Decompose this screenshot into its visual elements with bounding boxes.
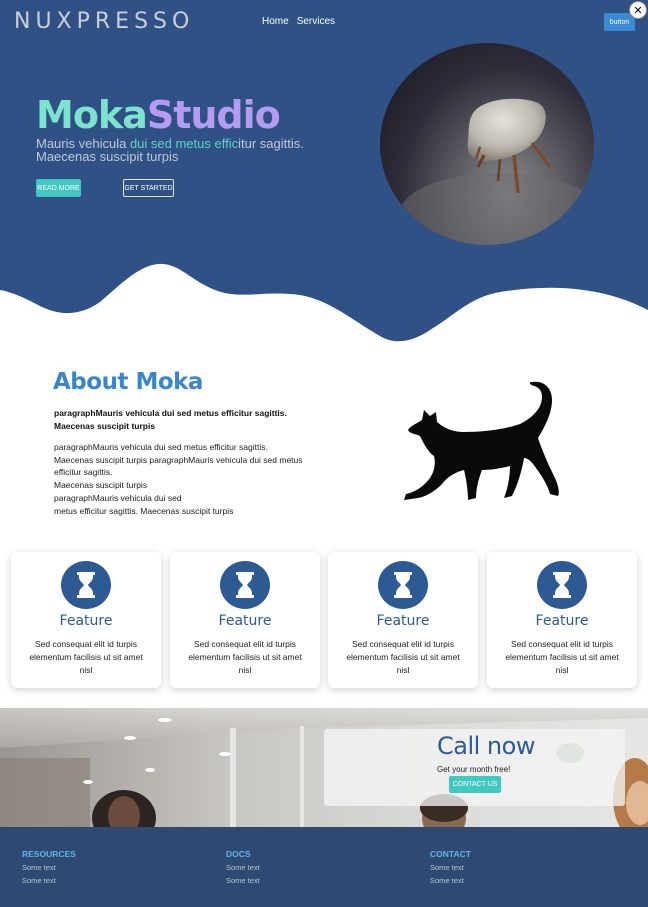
hero-title-part2: Studio bbox=[146, 93, 280, 137]
feature-title: Feature bbox=[59, 613, 113, 629]
hero-subtitle-highlight: dui sed metus effic bbox=[129, 136, 239, 151]
feature-card-2 bbox=[170, 552, 320, 688]
feature-description: Sed consequat elit id turpis elementum facilisis ut sit amet nisl bbox=[29, 639, 143, 675]
feature-icon-circle bbox=[220, 561, 270, 609]
about-title: About Moka bbox=[53, 369, 203, 395]
hero-subtitle-a: Mauris vehicula bbox=[36, 136, 130, 151]
feature-description: Sed consequat elit id turpis elementum facilisis ut sit amet nisl bbox=[188, 639, 302, 675]
contact-us-button[interactable]: CONTACT US bbox=[449, 776, 501, 793]
feature-card-3 bbox=[328, 552, 478, 688]
feature-title: Feature bbox=[218, 613, 272, 629]
footer-link[interactable]: Some text bbox=[430, 863, 464, 872]
footer bbox=[0, 827, 648, 907]
feature-icon-circle bbox=[537, 561, 587, 609]
footer-heading: CONTACT bbox=[430, 849, 471, 859]
call-now-card bbox=[324, 729, 625, 806]
brand-logo[interactable]: NUXPRESSO bbox=[14, 9, 195, 34]
hourglass-icon bbox=[378, 561, 428, 609]
hero-section bbox=[0, 0, 648, 345]
hero-subtitle-b: itur sagittis. Maecenas suscipit turpis bbox=[36, 136, 304, 164]
feature-card-4 bbox=[487, 552, 637, 688]
about-body-line: metus efficitur sagittis. Maecenas suscipit turpis bbox=[54, 505, 234, 516]
feature-card-1 bbox=[11, 552, 161, 688]
hero-subtitle bbox=[36, 137, 336, 163]
call-now-title: Call now bbox=[437, 732, 535, 760]
about-body bbox=[54, 441, 304, 517]
read-more-button[interactable]: READ MORE bbox=[36, 179, 81, 197]
call-now-section bbox=[0, 708, 648, 827]
footer-column-docs bbox=[226, 849, 260, 887]
footer-link[interactable]: Some text bbox=[22, 875, 56, 885]
feature-description: Sed consequat elit id turpis elementum facilisis ut sit amet nisl bbox=[346, 639, 460, 675]
about-body-line: paragraphMauris vehicula dui sed bbox=[54, 492, 182, 503]
feature-description: Sed consequat elit id turpis elementum facilisis ut sit amet nisl bbox=[505, 639, 619, 675]
header-button[interactable]: button bbox=[604, 13, 635, 31]
footer-heading: DOCS bbox=[226, 849, 251, 859]
nav-home[interactable]: Home bbox=[262, 16, 289, 27]
feature-title: Feature bbox=[376, 613, 430, 629]
about-body-line: Maecenas suscipit turpis paragraphMauris vehicula dui sed metus efficitur sagittis. bbox=[54, 454, 303, 478]
about-body-line: paragraphMauris vehicula dui sed metus efficitur sagittis. bbox=[54, 442, 268, 452]
get-started-button[interactable]: GET STARTED bbox=[123, 179, 174, 197]
feature-icon-circle bbox=[61, 561, 111, 609]
feature-title: Feature bbox=[535, 613, 589, 629]
hourglass-icon bbox=[61, 561, 111, 609]
feature-icon-circle bbox=[378, 561, 428, 609]
main-nav bbox=[262, 16, 335, 27]
about-lead-paragraph: paragraphMauris vehicula dui sed metus efficitur sagittis. Maecenas suscipit turpis bbox=[54, 408, 287, 431]
about-body-line: Maecenas suscipit turpis bbox=[54, 480, 148, 491]
footer-link[interactable]: Some text bbox=[226, 875, 260, 885]
chair-photo-icon bbox=[380, 43, 594, 245]
close-icon[interactable]: ✕ bbox=[629, 1, 647, 19]
footer-heading: RESOURCES bbox=[22, 849, 76, 859]
footer-link[interactable]: Some text bbox=[430, 875, 464, 885]
footer-column-resources bbox=[22, 849, 76, 887]
cat-silhouette-icon bbox=[402, 380, 564, 505]
footer-link[interactable]: Some text bbox=[22, 863, 56, 872]
hourglass-icon bbox=[220, 561, 270, 609]
call-now-subtitle: Get your month free! bbox=[437, 765, 511, 774]
hourglass-icon bbox=[537, 561, 587, 609]
footer-link[interactable]: Some text bbox=[226, 863, 260, 872]
nav-services[interactable]: Services bbox=[296, 16, 336, 27]
footer-column-contact bbox=[430, 849, 471, 887]
hero-chair-image bbox=[380, 43, 594, 245]
hero-title-part1: Moka bbox=[36, 93, 147, 137]
hero-title bbox=[36, 93, 280, 137]
